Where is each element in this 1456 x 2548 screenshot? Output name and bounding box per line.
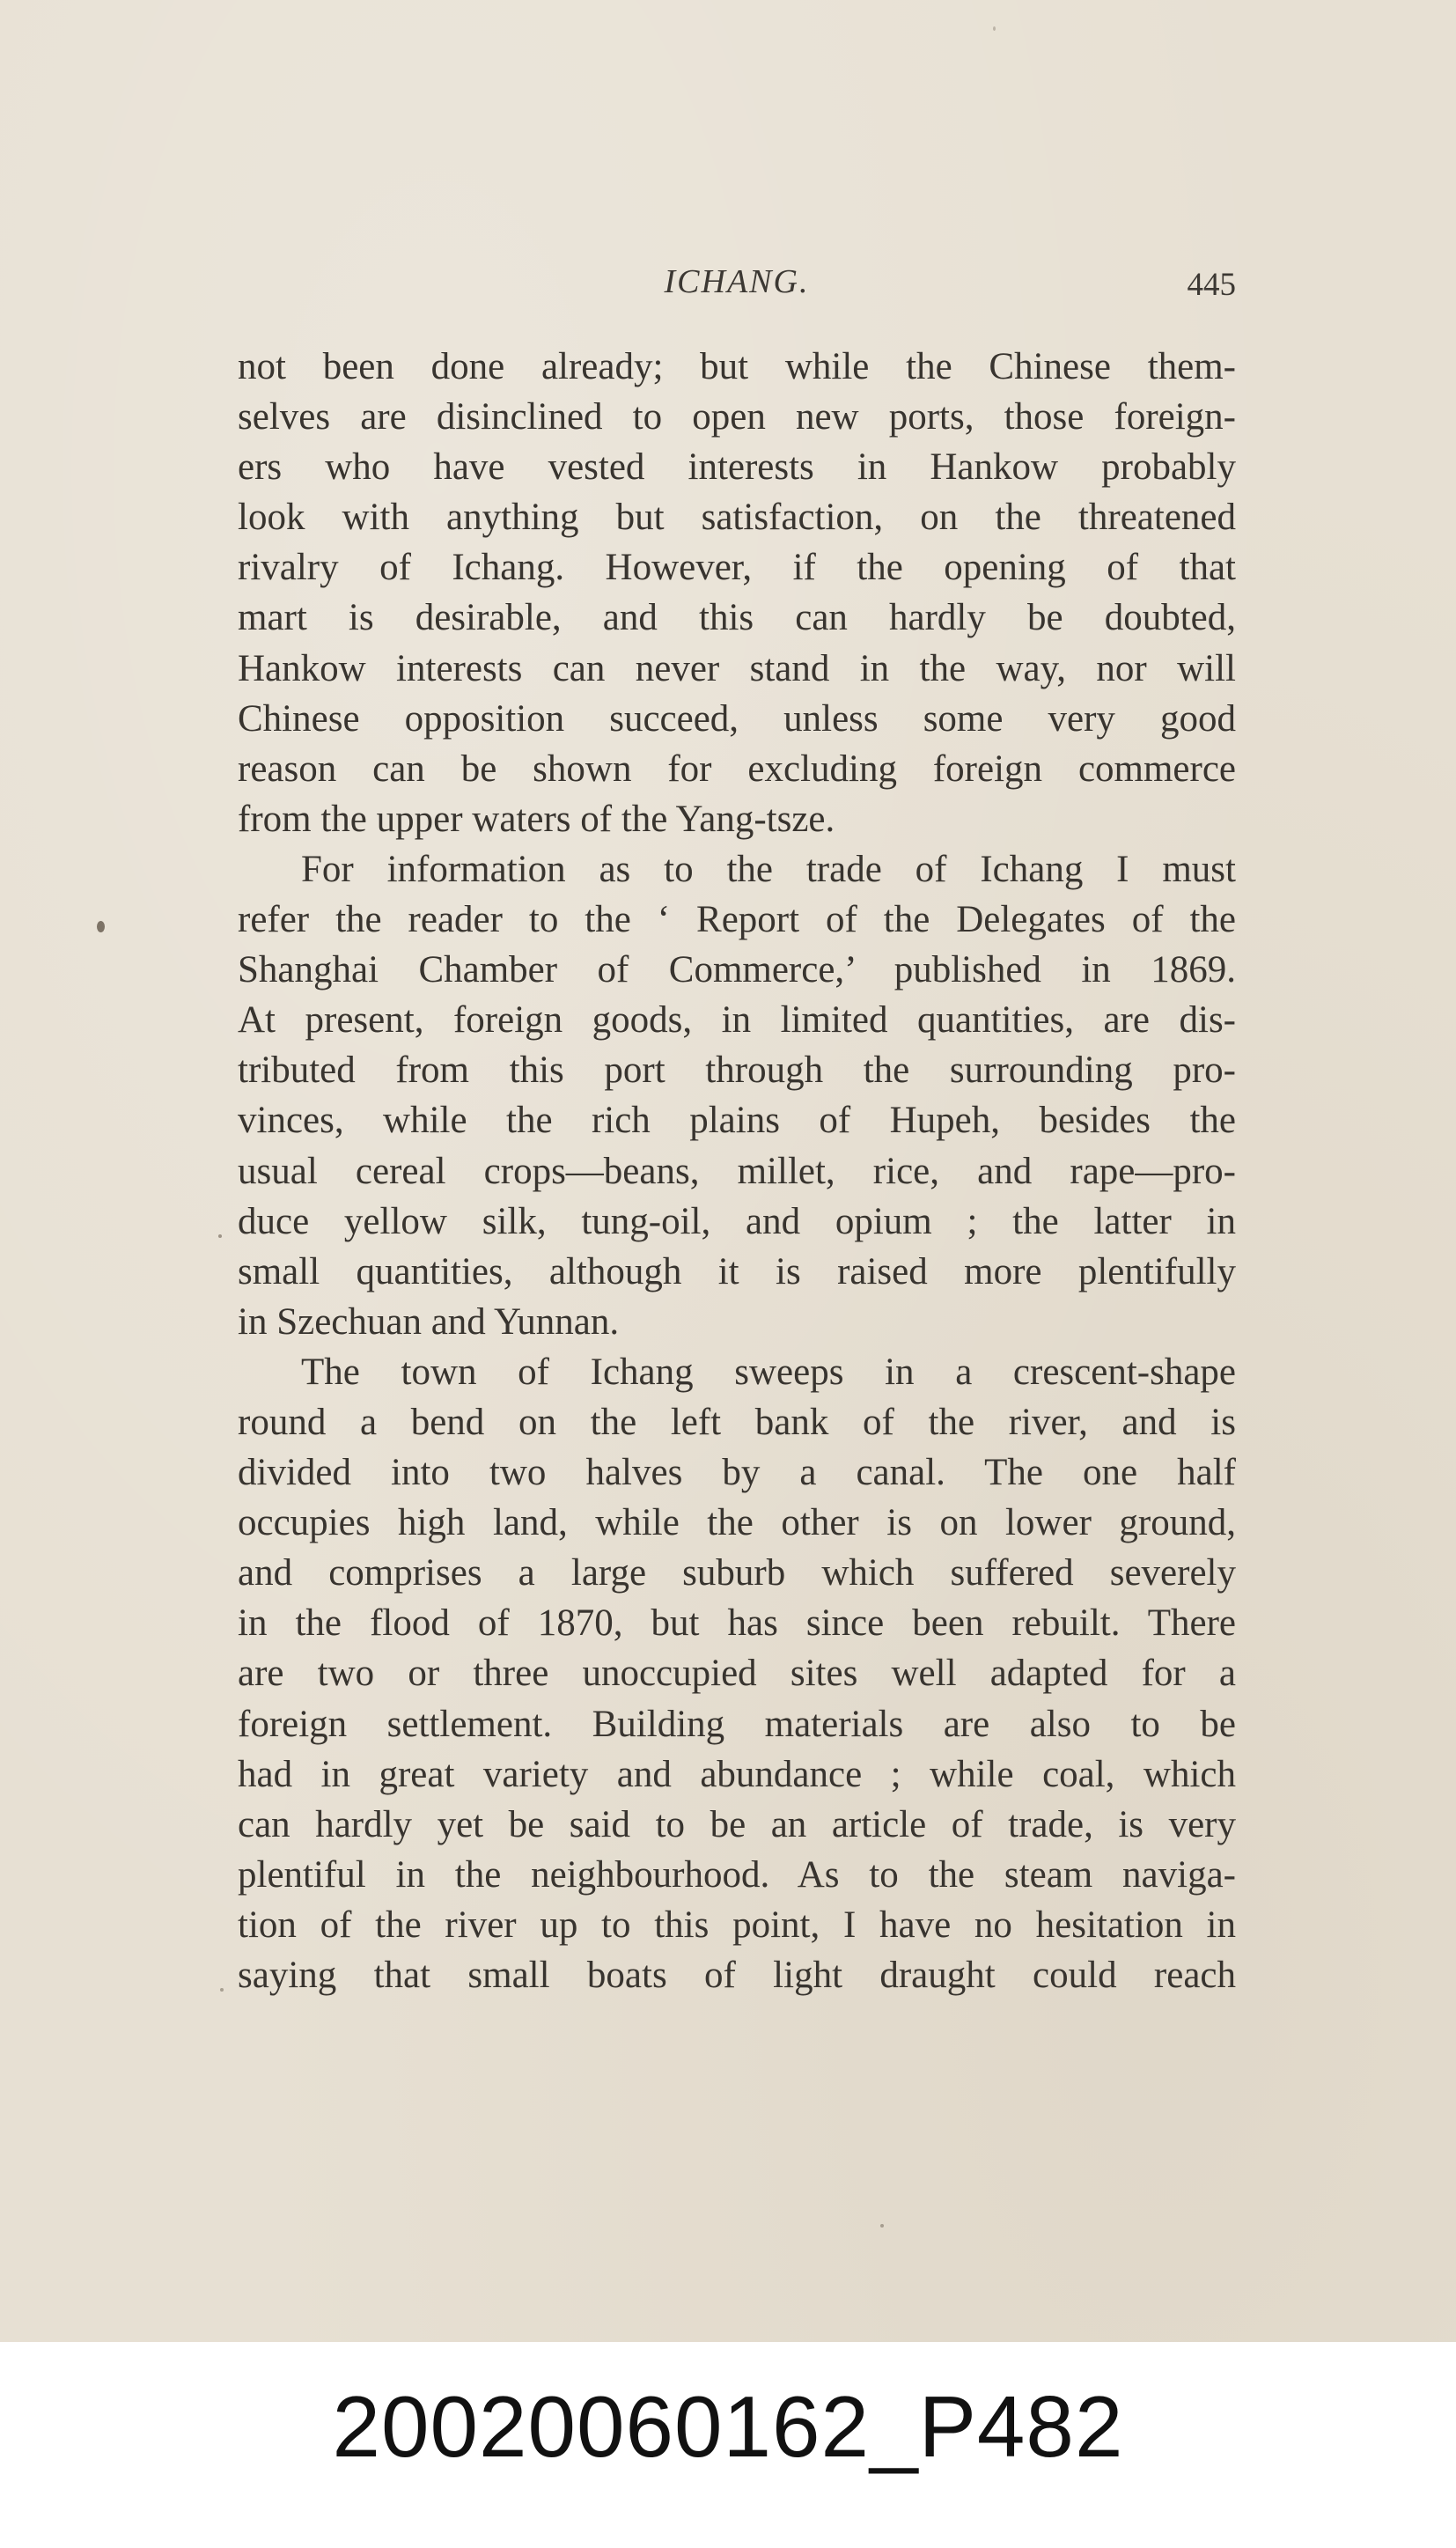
ink-speck	[993, 26, 996, 31]
text-line: tributed from this port through the surrounding pro-	[238, 1049, 1236, 1092]
text-line: from the upper waters of the Yang-tsze.	[238, 798, 835, 840]
text-line: vinces, while the rich plains of Hupeh, besides the	[238, 1100, 1236, 1142]
running-title: ICHANG.	[664, 263, 810, 300]
text-line: The town of Ichang sweeps in a crescent-shape	[301, 1351, 1236, 1393]
ink-speck	[97, 921, 105, 932]
ink-speck	[880, 2224, 884, 2228]
text-line: saying that small boats of light draught could reach	[238, 1955, 1236, 1996]
text-line: round a bend on the left bank of the river, and is	[238, 1401, 1236, 1443]
running-head	[238, 262, 1236, 315]
text-line: small quantities, although it is raised more plentifully	[238, 1250, 1236, 1292]
text-line: At present, foreign goods, in limited quantities, are dis-	[238, 999, 1236, 1042]
text-line: foreign settlement. Building materials are also to be	[238, 1703, 1236, 1745]
text-line: rivalry of Ichang. However, if the opening of that	[238, 547, 1236, 589]
text-line: are two or three unoccupied sites well adapted for a	[238, 1653, 1236, 1695]
text-line: ers who have vested interests in Hankow probably	[238, 446, 1236, 489]
text-line: duce yellow silk, tung-oil, and opium ; the latter in	[238, 1200, 1236, 1242]
text-line: Chinese opposition succeed, unless some very good	[238, 697, 1236, 740]
text-line: occupies high land, while the other is on lower ground,	[238, 1502, 1236, 1544]
text-line: selves are disinclined to open new ports, those foreign-	[238, 396, 1236, 438]
text-line: For information as to the trade of Ichang I must	[301, 848, 1236, 890]
text-line: tion of the river up to this point, I have no hesitation in	[238, 1904, 1236, 1946]
scan-id-caption: 20020060162_P482	[332, 2378, 1124, 2475]
text-line: refer the reader to the ‘ Report of the Delegates of the	[238, 899, 1236, 941]
ink-speck	[220, 1988, 224, 1992]
text-line: and comprises a large suburb which suffered severely	[238, 1552, 1236, 1594]
text-line: not been done already; but while the Chinese them-	[238, 346, 1236, 387]
text-line: reason can be shown for excluding foreign commerce	[238, 747, 1236, 790]
text-line: divided into two halves by a canal. The one half	[238, 1452, 1236, 1494]
text-line: usual cereal crops—beans, millet, rice, and rape—pro-	[238, 1150, 1236, 1192]
text-line: had in great variety and abundance ; while coal, which	[238, 1753, 1236, 1795]
body-text	[238, 342, 1236, 2000]
text-line: plentiful in the neighbourhood. As to the steam naviga-	[238, 1853, 1236, 1896]
text-line: can hardly yet be said to be an article of trade, is very	[238, 1803, 1236, 1845]
text-line: look with anything but satisfaction, on the threatened	[238, 497, 1236, 539]
text-line: mart is desirable, and this can hardly be doubted,	[238, 597, 1236, 639]
text-line: Hankow interests can never stand in the way, nor will	[238, 647, 1236, 689]
page-number: 445	[1187, 267, 1236, 303]
text-line: in the flood of 1870, but has since been rebuilt. There	[238, 1602, 1236, 1645]
text-line: Shanghai Chamber of Commerce,’ published in 1869.	[238, 949, 1236, 991]
ink-speck	[218, 1234, 222, 1238]
text-line: in Szechuan and Yunnan.	[238, 1300, 620, 1343]
